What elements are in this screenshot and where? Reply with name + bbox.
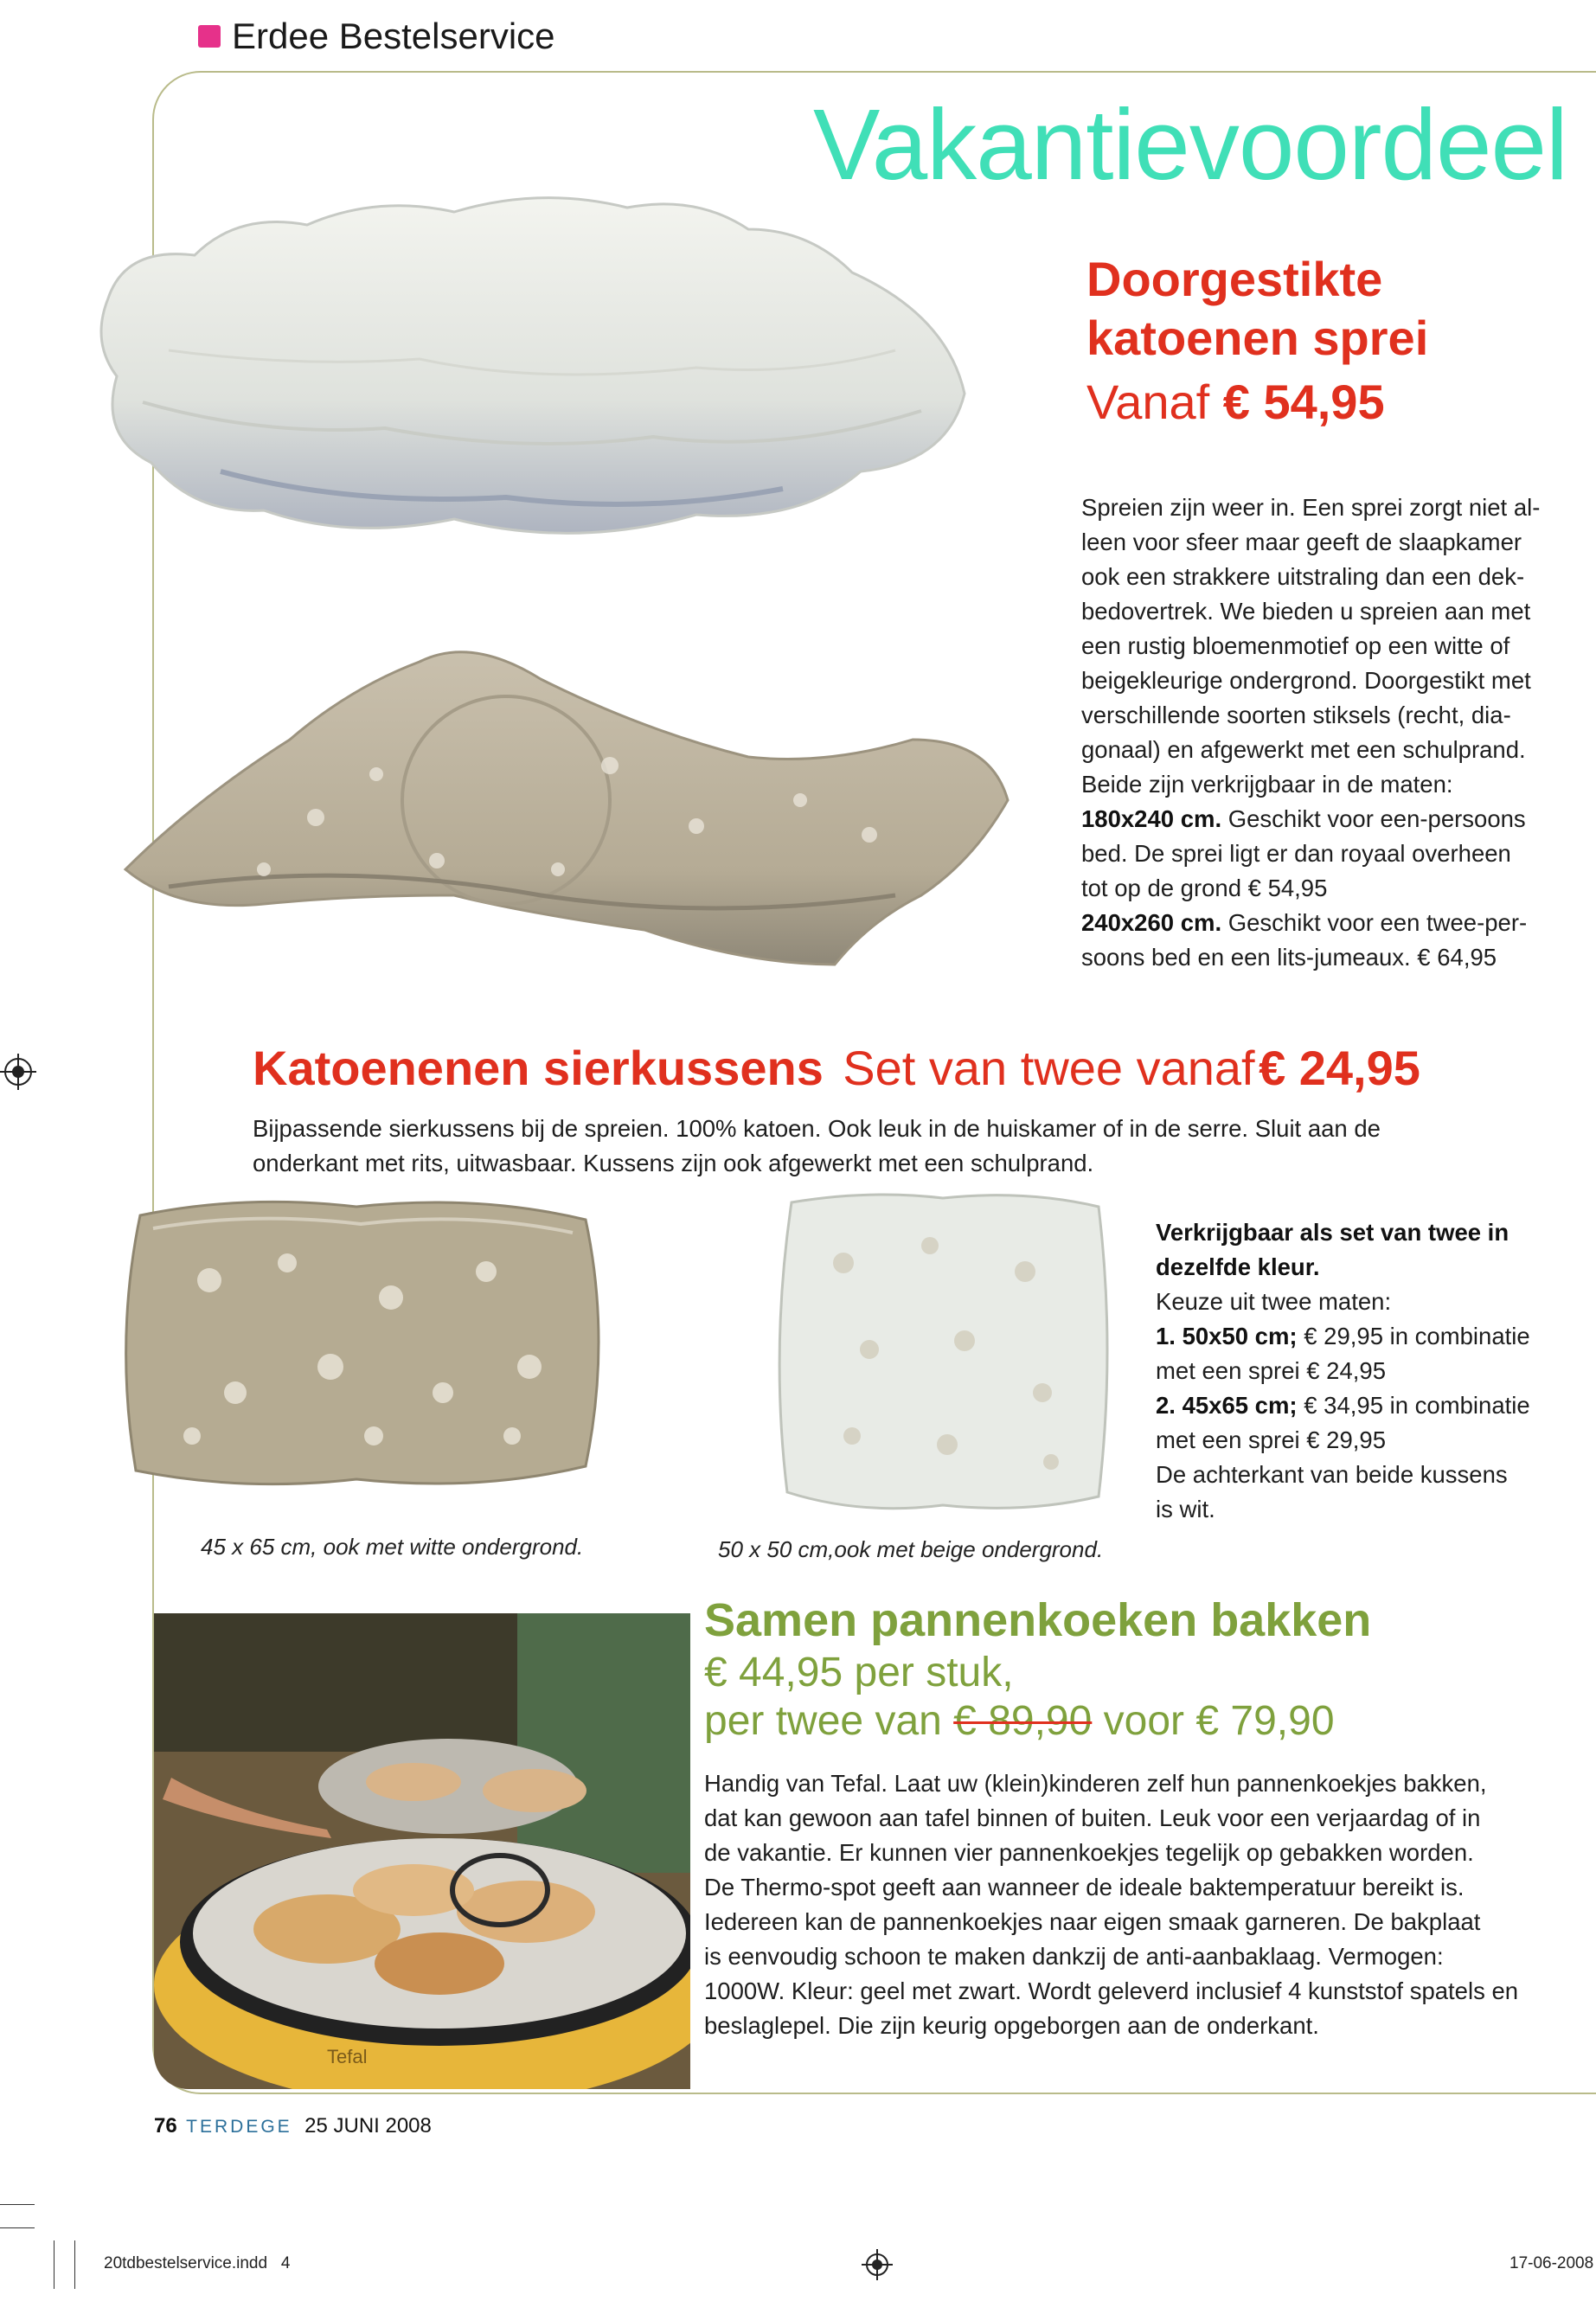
text-line: Spreien zijn weer in. Een sprei zorgt niet al-	[1081, 494, 1541, 521]
pannenkoek-description	[704, 1766, 1578, 2043]
sprei-price-value: € 54,95	[1222, 375, 1385, 429]
text-line	[1081, 906, 1592, 940]
sprei-title-line2: katoenen sprei	[1086, 311, 1429, 365]
option2-label: 2. 45x65 cm;	[1156, 1392, 1298, 1419]
text-line: beslaglepel. Die zijn keurig opgeborgen aan de onderkant.	[704, 2012, 1319, 2039]
white-quilt-image	[91, 177, 1060, 558]
option1-text: € 29,95 in combinatie	[1297, 1323, 1530, 1349]
white-cushion-image	[766, 1185, 1120, 1518]
text-line: Keuze uit twee maten:	[1156, 1288, 1392, 1315]
sprei-price-prefix: Vanaf	[1086, 375, 1210, 429]
magazine-name: TERDEGE	[186, 2117, 292, 2137]
text-line	[1156, 1250, 1588, 1285]
beige-quilt-image	[91, 610, 1051, 982]
kussens-info	[1156, 1215, 1588, 1527]
sprei-description	[1081, 490, 1592, 975]
pannenkoek-price-line2	[704, 1697, 1335, 1745]
registration-mark-icon	[862, 2249, 893, 2280]
beige-cushion-image	[114, 1194, 607, 1492]
text-line: de vakantie. Er kunnen vier pannenkoekjes tegelijk op gebakken worden.	[704, 1839, 1474, 1866]
price-per-piece-suffix: per stuk,	[843, 1650, 1014, 1695]
price-two-prefix: per twee van	[704, 1698, 954, 1744]
pannenkoek-title: Samen pannenkoeken bakken	[704, 1594, 1372, 1646]
page-title: Vakantievoordeel	[813, 88, 1567, 201]
tefal-brand-text: Tefal	[327, 2046, 368, 2067]
text-line: met een sprei € 24,95	[1156, 1357, 1387, 1384]
price-old: € 89,90	[953, 1698, 1093, 1744]
kussens-price-prefix: Set van twee vanaf	[843, 1041, 1255, 1095]
text-line: dat kan gewoon aan tafel binnen of buiten. Leuk voor een verjaardag of in	[704, 1804, 1481, 1831]
text-line: is eenvoudig schoon te maken dankzij de anti-aanbaklaag. Vermogen:	[704, 1943, 1444, 1970]
caption-beige-cushion: 45 x 65 cm, ook met witte ondergrond.	[201, 1534, 584, 1560]
size1-text: Geschikt voor een-persoons	[1221, 805, 1526, 832]
text-line: De achterkant van beide kussens	[1156, 1461, 1508, 1488]
sprei-price	[1086, 374, 1385, 430]
text-line: tot op de grond € 54,95	[1081, 875, 1328, 901]
text-line: met een sprei € 29,95	[1156, 1426, 1387, 1453]
text-line: ook een strakkere uitstraling dan een dek-	[1081, 563, 1525, 590]
text-line: 1000W. Kleur: geel met zwart. Wordt geleverd inclusief 4 kunststof spatels en	[704, 1977, 1519, 2004]
text-line	[1156, 1215, 1588, 1250]
crop-mark	[0, 2227, 35, 2228]
text-line: Bijpassende sierkussens bij de spreien. 100% katoen. Ook leuk in de huiskamer of in de serre. Sluit aan de	[253, 1115, 1381, 1142]
text-line: bedovertrek. We bieden u spreien aan met	[1081, 598, 1531, 625]
price-two-mid: voor	[1092, 1698, 1196, 1744]
kussens-price-value: € 24,95	[1259, 1041, 1420, 1095]
kussens-title: Katoenenen sierkussens	[253, 1041, 824, 1095]
text-line: soons bed en een lits-jumeaux. € 64,95	[1081, 944, 1497, 971]
sprei-title-line1: Doorgestikte	[1086, 252, 1383, 306]
issue-date: 25 JUNI 2008	[304, 2114, 432, 2138]
text-line	[1156, 1388, 1588, 1423]
text-line: Handig van Tefal. Laat uw (klein)kinderen zelf hun pannenkoekjes bakken,	[704, 1770, 1487, 1797]
text-line: De Thermo-spot geeft aan wanneer de ideale baktemperatuur bereikt is.	[704, 1874, 1465, 1900]
info-bold-line: dezelfde kleur.	[1156, 1253, 1320, 1280]
text-line: Iedereen kan de pannenkoekjes naar eigen smaak garneren. De bakplaat	[704, 1908, 1481, 1935]
size2-text: Geschikt voor een twee-per-	[1221, 909, 1528, 936]
info-bold-line: Verkrijgbaar als set van twee in	[1156, 1219, 1509, 1246]
kussens-description	[253, 1112, 1567, 1181]
caption-white-cushion: 50 x 50 cm,ook met beige ondergrond.	[718, 1536, 1104, 1562]
registration-mark-icon	[0, 1054, 36, 1090]
text-line: is wit.	[1156, 1496, 1215, 1522]
text-line: Beide zijn verkrijgbaar in de maten:	[1081, 771, 1453, 798]
slug-filename: 20tdbestelservice.indd 4	[104, 2254, 291, 2272]
price-new: € 79,90	[1195, 1698, 1335, 1744]
text-line: gonaal) en afgewerkt met een schulprand.	[1081, 736, 1526, 763]
text-line: verschillende soorten stiksels (recht, dia-	[1081, 702, 1511, 728]
text-line	[1156, 1319, 1588, 1354]
price-per-piece: € 44,95	[704, 1650, 843, 1695]
section-marker-icon	[198, 25, 221, 48]
text-line	[1081, 802, 1592, 836]
size2-label: 240x260 cm.	[1081, 909, 1222, 936]
option2-text: € 34,95 in combinatie	[1297, 1392, 1530, 1419]
page-number: 76	[154, 2114, 177, 2138]
section-label: Erdee Bestelservice	[232, 16, 555, 56]
text-line: beigekleurige ondergrond. Doorgestikt met	[1081, 667, 1531, 694]
text-line: onderkant met rits, uitwasbaar. Kussens zijn ook afgewerkt met een schulprand.	[253, 1150, 1094, 1176]
text-line: bed. De sprei ligt er dan royaal overheen	[1081, 840, 1511, 867]
crop-mark	[0, 2204, 35, 2205]
slug-date: 17-06-2008	[1509, 2254, 1594, 2272]
page-footer	[154, 2114, 432, 2138]
text-line: leen voor sfeer maar geeft de slaapkamer	[1081, 529, 1522, 555]
size1-label: 180x240 cm.	[1081, 805, 1222, 832]
text-line: een rustig bloemenmotief op een witte of	[1081, 632, 1510, 659]
crop-mark	[74, 2240, 75, 2289]
pancake-maker-photo	[154, 1613, 690, 2089]
pannenkoek-price-line1	[704, 1649, 1014, 1696]
kussens-headline	[253, 1040, 1420, 1096]
option1-label: 1. 50x50 cm;	[1156, 1323, 1298, 1349]
